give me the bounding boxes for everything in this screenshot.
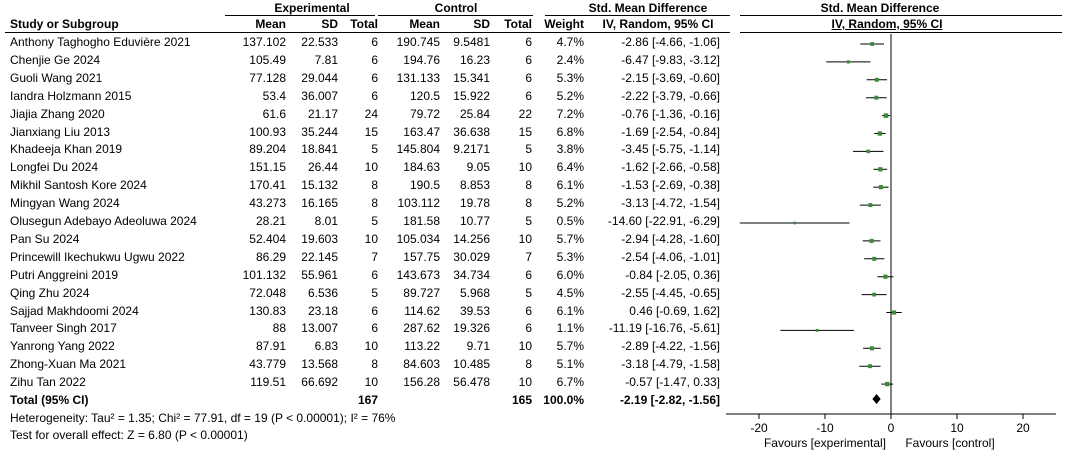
point-marker xyxy=(868,364,872,368)
cell-weight: 5.2% xyxy=(556,196,584,211)
cell-name: Jianxiang Liu 2013 xyxy=(10,124,111,139)
cell-mean-c: 84.603 xyxy=(403,357,440,372)
cell-sd-c: 10.485 xyxy=(453,357,490,372)
cell-sd-c: 15.922 xyxy=(453,88,490,103)
cell-n-c: 6 xyxy=(525,321,532,336)
cell-n-c: 6 xyxy=(525,267,532,282)
point-marker xyxy=(793,222,796,225)
cell-sd-e: 21.17 xyxy=(307,106,338,121)
cell-ci: -3.45 [-5.75, -1.14] xyxy=(621,142,720,157)
cell-weight: 1.1% xyxy=(556,321,584,336)
cell-sd-c: 36.638 xyxy=(453,124,490,139)
cell-mean-c: 156.28 xyxy=(403,375,440,390)
cell-name: Zihu Tan 2022 xyxy=(10,375,86,390)
point-marker xyxy=(870,239,874,243)
cell-mean-e: 105.49 xyxy=(249,52,286,67)
cell-ci: -11.19 [-16.76, -5.61] xyxy=(608,321,720,336)
study-column-header: Study or Subgroup xyxy=(10,17,119,31)
total-n-c: 165 xyxy=(511,393,532,407)
cell-mean-e: 43.779 xyxy=(249,357,286,372)
cell-mean-c: 113.22 xyxy=(404,339,440,354)
cell-name: Chenjie Ge 2024 xyxy=(10,52,101,67)
cell-n-c: 5 xyxy=(525,285,532,300)
cell-n-c: 10 xyxy=(518,160,532,175)
overall-effect-text: Test for overall effect: Z = 6.80 (P < 0.00001) xyxy=(10,428,248,442)
cell-weight: 4.7% xyxy=(556,35,584,49)
cell-n-e: 6 xyxy=(371,303,378,318)
cell-mean-e: 52.404 xyxy=(249,231,286,246)
cell-n-e: 10 xyxy=(364,160,378,175)
cell-sd-e: 26.44 xyxy=(307,160,338,175)
method-header-right: IV, Random, 95% CI xyxy=(831,17,943,31)
cell-sd-e: 18.841 xyxy=(301,142,338,157)
cell-name: Mingyan Wang 2024 xyxy=(10,196,120,211)
experimental-header: Experimental xyxy=(274,1,350,15)
cell-sd-e: 23.18 xyxy=(307,303,338,318)
cell-sd-c: 10.77 xyxy=(459,214,490,228)
cell-ci: -14.60 [-22.91, -6.29] xyxy=(607,214,720,228)
cell-n-e: 7 xyxy=(371,249,378,264)
cell-sd-e: 7.81 xyxy=(314,52,338,67)
cell-ci: -3.18 [-4.79, -1.58] xyxy=(621,357,720,372)
cell-sd-c: 14.256 xyxy=(453,231,490,246)
cell-n-c: 6 xyxy=(525,70,532,85)
cell-name: Guoli Wang 2021 xyxy=(10,70,103,85)
cell-sd-c: 30.029 xyxy=(453,249,490,264)
cell-sd-e: 66.692 xyxy=(301,375,338,390)
cell-n-e: 5 xyxy=(371,285,378,300)
cell-weight: 6.4% xyxy=(556,160,584,175)
point-marker xyxy=(872,257,876,261)
cell-mean-e: 61.6 xyxy=(262,106,286,121)
cell-weight: 2.4% xyxy=(556,52,584,67)
cell-n-e: 6 xyxy=(371,35,378,49)
sd-c-header: SD xyxy=(473,17,490,31)
x-tick-label: -20 xyxy=(750,421,768,435)
heterogeneity-text: Heterogeneity: Tau² = 1.35; Chi² = 77.91, df = 19 (P < 0.00001); I² = 76% xyxy=(10,411,396,425)
cell-name: Yanrong Yang 2022 xyxy=(10,339,115,354)
cell-sd-e: 36.007 xyxy=(301,88,338,103)
cell-sd-e: 13.007 xyxy=(301,321,338,336)
x-tick-label: 10 xyxy=(950,421,964,435)
cell-weight: 6.8% xyxy=(556,124,584,139)
point-marker xyxy=(847,60,850,63)
point-marker xyxy=(868,203,872,207)
cell-sd-c: 5.968 xyxy=(459,285,490,300)
cell-n-e: 24 xyxy=(364,106,378,121)
cell-n-e: 6 xyxy=(371,267,378,282)
cell-ci: -2.15 [-3.69, -0.60] xyxy=(621,70,720,85)
weight-header: Weight xyxy=(544,17,584,31)
cell-sd-e: 55.961 xyxy=(301,267,338,282)
cell-mean-e: 86.29 xyxy=(255,249,286,264)
cell-ci: -2.89 [-4.22, -1.56] xyxy=(621,339,720,354)
cell-mean-c: 114.62 xyxy=(404,303,440,318)
cell-sd-e: 29.044 xyxy=(301,70,338,85)
x-tick-label: 20 xyxy=(1016,421,1030,435)
cell-mean-e: 77.128 xyxy=(249,70,286,85)
cell-mean-c: 181.58 xyxy=(403,214,440,228)
point-marker xyxy=(884,113,889,118)
point-marker xyxy=(870,346,874,350)
cell-name: Jiajia Zhang 2020 xyxy=(10,106,105,121)
cell-sd-e: 16.165 xyxy=(301,196,338,211)
cell-mean-c: 145.804 xyxy=(396,142,440,157)
mean-c-header: Mean xyxy=(409,17,440,31)
point-marker xyxy=(883,275,887,279)
cell-sd-c: 9.5481 xyxy=(453,35,490,49)
cell-sd-c: 9.05 xyxy=(466,160,490,175)
cell-mean-c: 105.034 xyxy=(396,231,440,246)
cell-name: Mikhil Santosh Kore 2024 xyxy=(10,178,147,193)
cell-n-c: 6 xyxy=(525,52,532,67)
cell-weight: 3.8% xyxy=(556,142,584,157)
cell-mean-c: 103.112 xyxy=(397,196,440,211)
cell-n-e: 5 xyxy=(371,214,378,228)
cell-mean-c: 184.63 xyxy=(403,160,440,175)
cell-ci: -1.69 [-2.54, -0.84] xyxy=(621,124,720,139)
cell-weight: 5.3% xyxy=(556,249,584,264)
cell-sd-e: 6.536 xyxy=(307,285,338,300)
cell-n-e: 15 xyxy=(364,124,378,139)
cell-mean-e: 43.273 xyxy=(249,196,286,211)
cell-mean-e: 130.83 xyxy=(249,303,286,318)
cell-mean-e: 72.048 xyxy=(249,285,286,300)
cell-mean-c: 190.5 xyxy=(409,178,440,193)
cell-sd-e: 35.244 xyxy=(301,124,338,139)
cell-ci: -0.84 [-2.05, 0.36] xyxy=(625,267,720,282)
cell-ci: -2.22 [-3.79, -0.66] xyxy=(621,88,720,103)
cell-n-c: 8 xyxy=(525,196,532,211)
cell-mean-c: 163.47 xyxy=(403,124,440,139)
cell-sd-e: 8.01 xyxy=(314,214,338,228)
cell-sd-e: 22.533 xyxy=(301,35,338,49)
cell-n-e: 8 xyxy=(371,178,378,193)
cell-ci: -2.54 [-4.06, -1.01] xyxy=(621,249,720,264)
cell-n-c: 15 xyxy=(518,124,532,139)
point-marker xyxy=(892,310,896,314)
x-tick-label: 0 xyxy=(887,421,895,435)
cell-name: Pan Su 2024 xyxy=(10,231,80,246)
cell-sd-e: 22.145 xyxy=(301,249,338,264)
cell-weight: 6.1% xyxy=(556,303,584,318)
cell-ci: -0.57 [-1.47, 0.33] xyxy=(625,375,720,390)
cell-mean-c: 89.727 xyxy=(403,285,440,300)
total-e-header: Total xyxy=(350,17,378,31)
smd-header-right: Std. Mean Difference xyxy=(820,1,940,15)
cell-name: Tanveer Singh 2017 xyxy=(10,321,117,336)
point-marker xyxy=(874,96,878,100)
cell-sd-c: 25.84 xyxy=(459,106,490,121)
cell-sd-c: 9.2171 xyxy=(453,142,490,157)
favours-experimental-label: Favours [experimental] xyxy=(763,436,887,450)
cell-weight: 5.7% xyxy=(556,339,584,354)
cell-n-c: 6 xyxy=(525,35,532,49)
cell-mean-e: 88 xyxy=(272,321,286,336)
cell-weight: 7.2% xyxy=(556,106,584,121)
point-marker xyxy=(870,42,874,46)
cell-n-e: 5 xyxy=(371,142,378,157)
point-marker xyxy=(878,131,882,135)
cell-mean-e: 28.21 xyxy=(255,214,286,228)
total-label: Total (95% CI) xyxy=(10,393,89,407)
cell-mean-e: 87.91 xyxy=(255,339,286,354)
cell-mean-c: 194.76 xyxy=(403,52,440,67)
cell-weight: 5.7% xyxy=(556,231,584,246)
cell-n-e: 10 xyxy=(364,231,378,246)
cell-n-e: 6 xyxy=(371,88,378,103)
mean-e-header: Mean xyxy=(255,17,286,31)
point-marker xyxy=(879,185,883,189)
cell-n-e: 10 xyxy=(364,339,378,354)
point-marker xyxy=(872,293,876,297)
cell-weight: 6.1% xyxy=(556,178,584,193)
cell-n-c: 5 xyxy=(525,214,532,228)
cell-weight: 6.0% xyxy=(556,267,584,282)
cell-sd-c: 19.326 xyxy=(453,321,490,336)
cell-n-e: 6 xyxy=(371,52,378,67)
total-c-header: Total xyxy=(504,17,532,31)
favours-control-label: Favours [control] xyxy=(905,436,995,450)
cell-n-c: 6 xyxy=(525,303,532,318)
point-marker xyxy=(866,150,870,154)
cell-ci: -0.76 [-1.36, -0.16] xyxy=(621,106,720,121)
cell-mean-e: 119.51 xyxy=(250,375,286,390)
point-marker xyxy=(875,78,879,82)
cell-ci: 0.46 [-0.69, 1.62] xyxy=(629,303,720,318)
cell-weight: 5.3% xyxy=(556,70,584,85)
cell-n-c: 10 xyxy=(518,231,532,246)
cell-n-e: 8 xyxy=(371,196,378,211)
pooled-diamond xyxy=(872,394,880,404)
total-weight: 100.0% xyxy=(543,393,584,407)
cell-name: Qing Zhu 2024 xyxy=(10,285,90,300)
cell-name: Khadeeja Khan 2019 xyxy=(10,142,123,157)
cell-sd-c: 9.71 xyxy=(466,339,490,354)
point-marker xyxy=(885,382,889,386)
cell-n-e: 8 xyxy=(371,357,378,372)
cell-mean-e: 137.102 xyxy=(242,35,286,49)
cell-mean-c: 143.673 xyxy=(396,267,440,282)
cell-sd-c: 34.734 xyxy=(453,267,490,282)
cell-name: Putri Anggreini 2019 xyxy=(10,267,119,282)
cell-ci: -1.53 [-2.69, -0.38] xyxy=(621,178,720,193)
cell-mean-c: 287.62 xyxy=(403,321,440,336)
control-header: Control xyxy=(434,1,478,15)
point-marker xyxy=(816,329,819,332)
point-marker xyxy=(878,167,882,171)
cell-sd-e: 15.132 xyxy=(301,178,338,193)
x-tick-label: -10 xyxy=(816,421,834,435)
cell-ci: -3.13 [-4.72, -1.54] xyxy=(621,196,720,211)
cell-mean-e: 170.41 xyxy=(249,178,286,193)
cell-sd-c: 8.853 xyxy=(459,178,490,193)
cell-name: Longfei Du 2024 xyxy=(10,160,99,175)
cell-sd-c: 16.23 xyxy=(459,52,490,67)
cell-n-c: 7 xyxy=(525,249,532,264)
cell-mean-e: 89.204 xyxy=(249,142,286,157)
cell-name: Princewill Ikechukwu Ugwu 2022 xyxy=(10,249,185,264)
cell-mean-c: 79.72 xyxy=(409,106,440,121)
cell-name: Iandra Holzmann 2015 xyxy=(10,88,132,103)
cell-n-c: 10 xyxy=(518,339,532,354)
cell-n-c: 8 xyxy=(525,178,532,193)
cell-sd-c: 19.78 xyxy=(459,196,490,211)
cell-ci: -2.55 [-4.45, -0.65] xyxy=(621,285,720,300)
cell-name: Olusegun Adebayo Adeoluwa 2024 xyxy=(10,214,197,228)
cell-weight: 4.5% xyxy=(556,285,584,300)
cell-mean-c: 131.133 xyxy=(396,70,440,85)
cell-ci: -1.62 [-2.66, -0.58] xyxy=(621,160,720,175)
sd-e-header: SD xyxy=(321,17,338,31)
cell-ci: -2.94 [-4.28, -1.60] xyxy=(621,231,720,246)
total-n-e: 167 xyxy=(357,393,378,407)
cell-weight: 5.1% xyxy=(556,357,584,372)
cell-sd-c: 39.53 xyxy=(459,303,490,318)
cell-weight: 0.5% xyxy=(556,214,584,228)
cell-mean-e: 151.15 xyxy=(249,160,286,175)
cell-n-e: 10 xyxy=(364,375,378,390)
cell-n-e: 6 xyxy=(371,321,378,336)
cell-mean-e: 100.93 xyxy=(249,124,286,139)
cell-n-e: 6 xyxy=(371,70,378,85)
cell-sd-e: 6.83 xyxy=(314,339,338,354)
cell-n-c: 8 xyxy=(525,357,532,372)
cell-mean-c: 190.745 xyxy=(396,35,440,49)
cell-mean-e: 101.132 xyxy=(242,267,286,282)
cell-n-c: 22 xyxy=(518,106,532,121)
total-ci: -2.19 [-2.82, -1.56] xyxy=(619,393,720,407)
cell-weight: 5.2% xyxy=(556,88,584,103)
method-header-left: IV, Random, 95% CI xyxy=(602,17,714,31)
cell-weight: 6.7% xyxy=(556,375,584,390)
cell-mean-e: 53.4 xyxy=(262,88,286,103)
cell-ci: -6.47 [-9.83, -3.12] xyxy=(621,52,720,67)
cell-name: Anthony Taghogho Eduvière 2021 xyxy=(10,35,191,49)
cell-sd-e: 13.568 xyxy=(301,357,338,372)
cell-sd-c: 15.341 xyxy=(453,70,490,85)
cell-n-c: 10 xyxy=(518,375,532,390)
cell-mean-c: 120.5 xyxy=(409,88,440,103)
cell-n-c: 5 xyxy=(525,142,532,157)
cell-n-c: 6 xyxy=(525,88,532,103)
cell-sd-c: 56.478 xyxy=(453,375,490,390)
cell-name: Sajjad Makhdoomi 2024 xyxy=(10,303,139,318)
cell-name: Zhong-Xuan Ma 2021 xyxy=(10,357,127,372)
cell-ci: -2.86 [-4.66, -1.06] xyxy=(621,35,720,49)
cell-sd-e: 19.603 xyxy=(301,231,338,246)
cell-mean-c: 157.75 xyxy=(403,249,440,264)
smd-header-left: Std. Mean Difference xyxy=(588,1,708,15)
